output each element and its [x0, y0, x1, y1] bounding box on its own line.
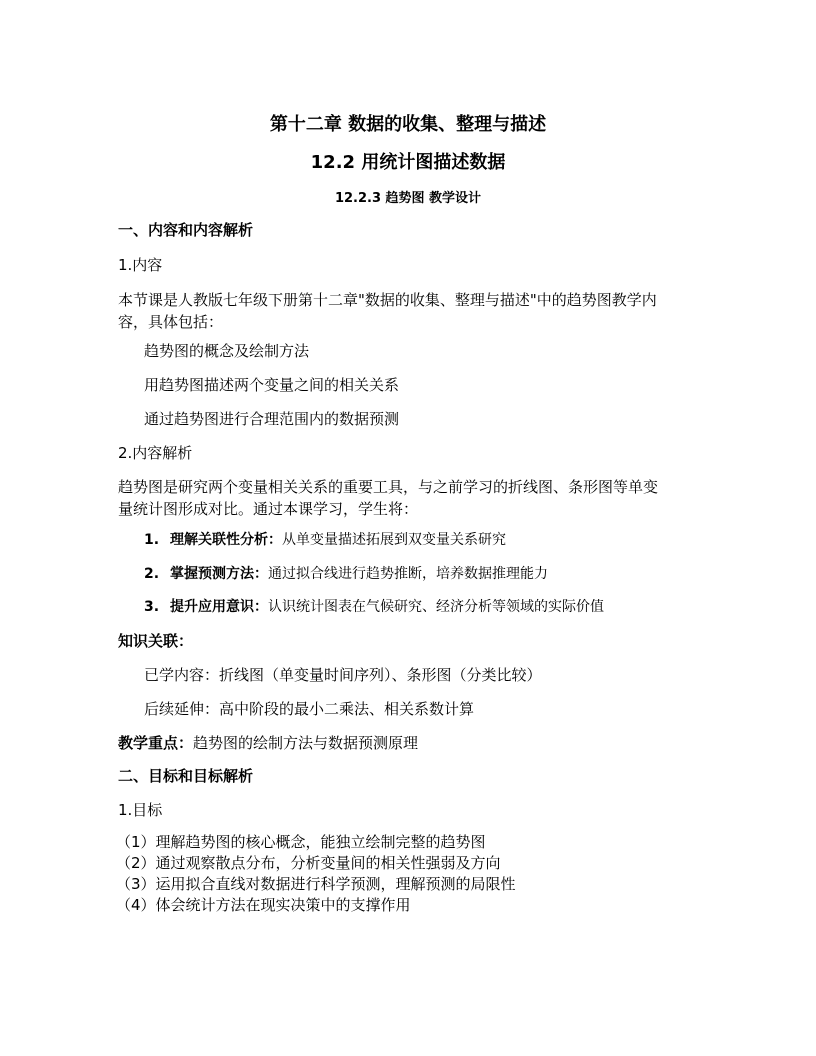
chapter-title: 第十二章 数据的收集、整理与描述 [269, 114, 547, 135]
item-number: 3. [144, 599, 160, 615]
goal-item-1: （1）理解趋势图的核心概念，能独立绘制完整的趋势图 [116, 833, 486, 851]
analysis-line-1: 趋势图是研究两个变量相关关系的重要工具，与之前学习的折线图、条形图等单变 [118, 478, 659, 496]
numbered-item-1 [144, 530, 506, 550]
item-label: 掌握预测方法： [170, 566, 268, 582]
item-label: 理解关联性分析： [170, 532, 282, 548]
analysis-line-2: 量统计图形成对比。通过本课学习，学生将： [118, 500, 419, 518]
item-text: 认识统计图表在气候研究、经济分析等领域的实际价值 [268, 599, 604, 615]
content-item-2: 用趋势图描述两个变量之间的相关关系 [144, 376, 400, 394]
numbered-item-3 [144, 597, 604, 617]
key-point-label: 教学重点： [118, 734, 194, 752]
goal-heading: 1.目标 [118, 801, 163, 819]
goal-item-2: （2）通过观察散点分布，分析变量间的相关性强弱及方向 [116, 854, 501, 872]
section-title: 12.2 用统计图描述数据 [310, 152, 506, 173]
content-item-1: 趋势图的概念及绘制方法 [144, 342, 310, 360]
intro-line-1: 本节课是人教版七年级下册第十二章"数据的收集、整理与描述"中的趋势图教学内 [118, 291, 657, 309]
part1-heading: 一、内容和内容解析 [118, 221, 254, 239]
key-point [118, 733, 418, 753]
content-item-3: 通过趋势图进行合理范围内的数据预测 [144, 410, 400, 428]
analysis-heading: 2.内容解析 [118, 444, 193, 462]
item-number: 1. [144, 532, 160, 548]
content-heading: 1.内容 [118, 256, 163, 274]
part2-heading: 二、目标和目标解析 [118, 767, 254, 785]
goal-item-4: （4）体会统计方法在现实决策中的支撑作用 [116, 896, 411, 914]
subsection-title: 12.2.3 趋势图 教学设计 [334, 191, 482, 206]
knowledge-heading: 知识关联： [118, 632, 194, 650]
item-label: 提升应用意识： [170, 599, 268, 615]
goal-item-3: （3）运用拟合直线对数据进行科学预测，理解预测的局限性 [116, 875, 516, 893]
knowledge-item-2: 后续延伸：高中阶段的最小二乘法、相关系数计算 [144, 700, 475, 718]
item-text: 通过拟合线进行趋势推断，培养数据推理能力 [268, 566, 548, 582]
item-number: 2. [144, 566, 160, 582]
item-text: 从单变量描述拓展到双变量关系研究 [282, 532, 506, 548]
numbered-item-2 [144, 564, 548, 584]
intro-line-2: 容，具体包括： [118, 313, 224, 331]
key-point-text: 趋势图的绘制方法与数据预测原理 [193, 734, 419, 752]
knowledge-item-1: 已学内容：折线图（单变量时间序列）、条形图（分类比较） [144, 666, 542, 684]
